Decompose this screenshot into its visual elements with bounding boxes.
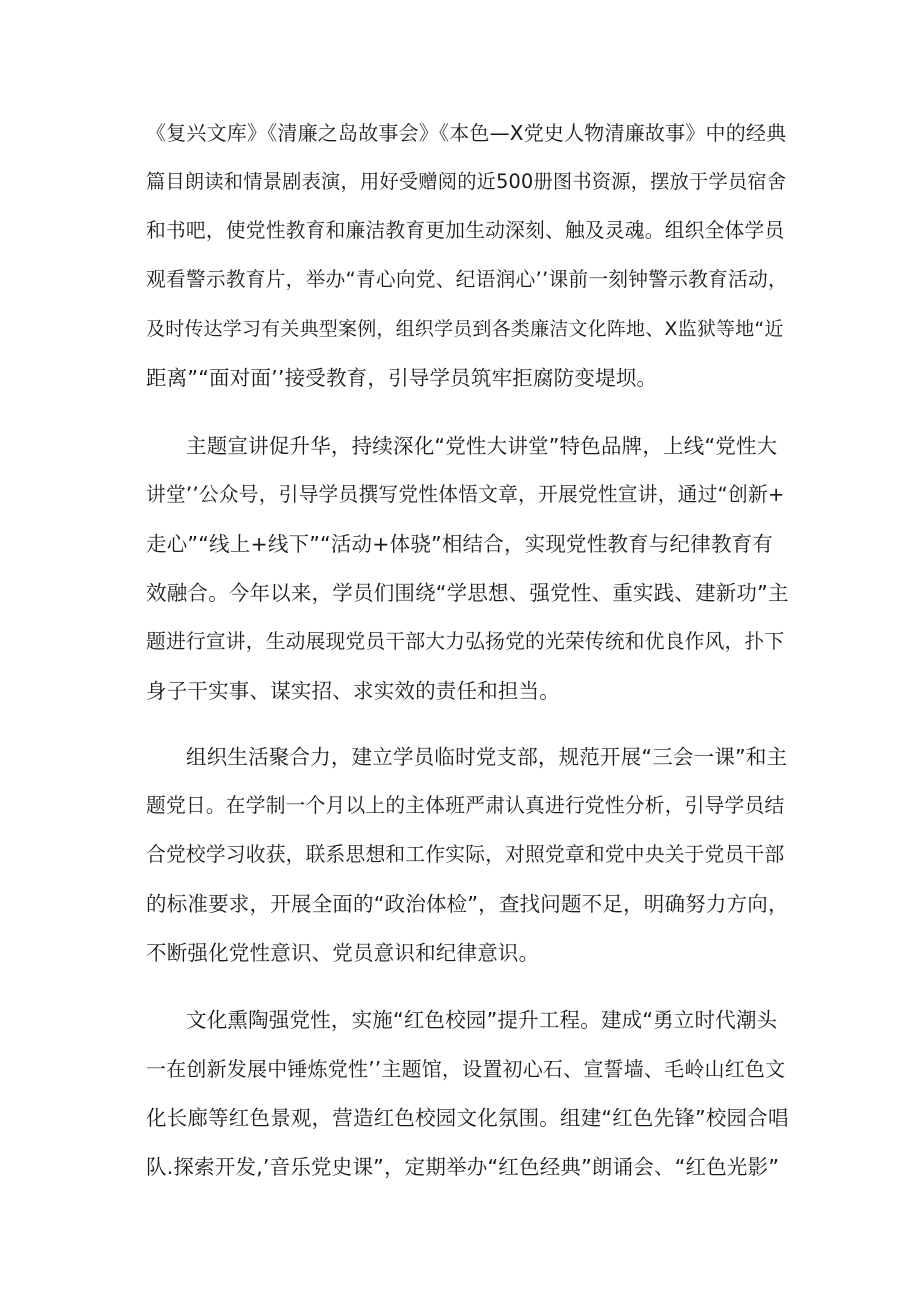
text-line: 观看警示教育片，举办“青心向党、纪语润心’’课前一刻钟警示教育活动， xyxy=(146,268,788,291)
text-line: 和书吧，使党性教育和廉洁教育更加生动深刻、触及灵魂。组织全体学员 xyxy=(146,219,785,242)
text-line: 文化熏陶强党性，实施“红色校园”提升工程。建成“勇立时代潮头 xyxy=(186,1008,778,1032)
text-line: 及时传达学习有关典型案例，组织学员到各类廉洁文化阵地、X监狱等地“近 xyxy=(146,318,784,340)
text-line: 队.探索开发,’音乐党史课”，定期举办“红色经典”朗诵会、“红色光影” xyxy=(146,1155,780,1179)
text-line: 效融合。今年以来，学员们围绕“学思想、强党性、重实践、建新功”主 xyxy=(146,581,789,605)
text-line: 题进行宣讲，生动展现党员干部大力弘扬党的光荣传统和优良作风，扑下 xyxy=(146,630,785,653)
text-line: 不断强化党性意识、党员意识和纪律意识。 xyxy=(146,941,540,965)
text-line: 篇目朗读和情景剧表演，用好受赠阅的近500册图书资源，摆放于学员宿舍 xyxy=(146,170,787,193)
text-line: 题党日。在学制一个月以上的主体班严肃认真进行党性分析，引导学员结 xyxy=(146,794,785,817)
text-line: 走心”“线上+线下”“活动+体骁”相结合，实现党性教育与纪律教育有 xyxy=(146,532,774,556)
text-line: 主题宣讲促升华，持续深化“党性大讲堂”特色品牌，上线“党性大 xyxy=(186,434,778,458)
text-line: 的标准要求，开展全面的“政治体检”，查找问题不足，明确努力方向， xyxy=(146,892,789,916)
text-line: 合党校学习收获，联系思想和工作实际，对照党章和党中央关于党员干部 xyxy=(146,843,785,866)
text-line: 讲堂’’公众号，引导学员撰写党性体悟文章，开展党性宣讲，通过“创新+ xyxy=(146,483,785,506)
text-line: 距离”“面对面’’接受教育，引导学员筑牢拒腐防变堤坝。 xyxy=(146,366,658,390)
text-line: 组织生活聚合力，建立学员临时党支部，规范开展“三会一课”和主 xyxy=(186,745,788,769)
text-line: 一在创新发展中锤炼党性’’主题馆，设置初心石、宣誓墙、毛岭山红色文 xyxy=(146,1057,786,1081)
text-line: 化长廊等红色景观，营造红色校园文化氛围。组建“红色先锋”校园合唱 xyxy=(146,1106,789,1130)
text-line: 身子干实事、谋实招、求实效的责任和担当。 xyxy=(146,679,560,703)
text-line: 《复兴文库》《清廉之岛故事会》《本色—X党史人物清廉故事》中的经典 xyxy=(146,121,787,145)
